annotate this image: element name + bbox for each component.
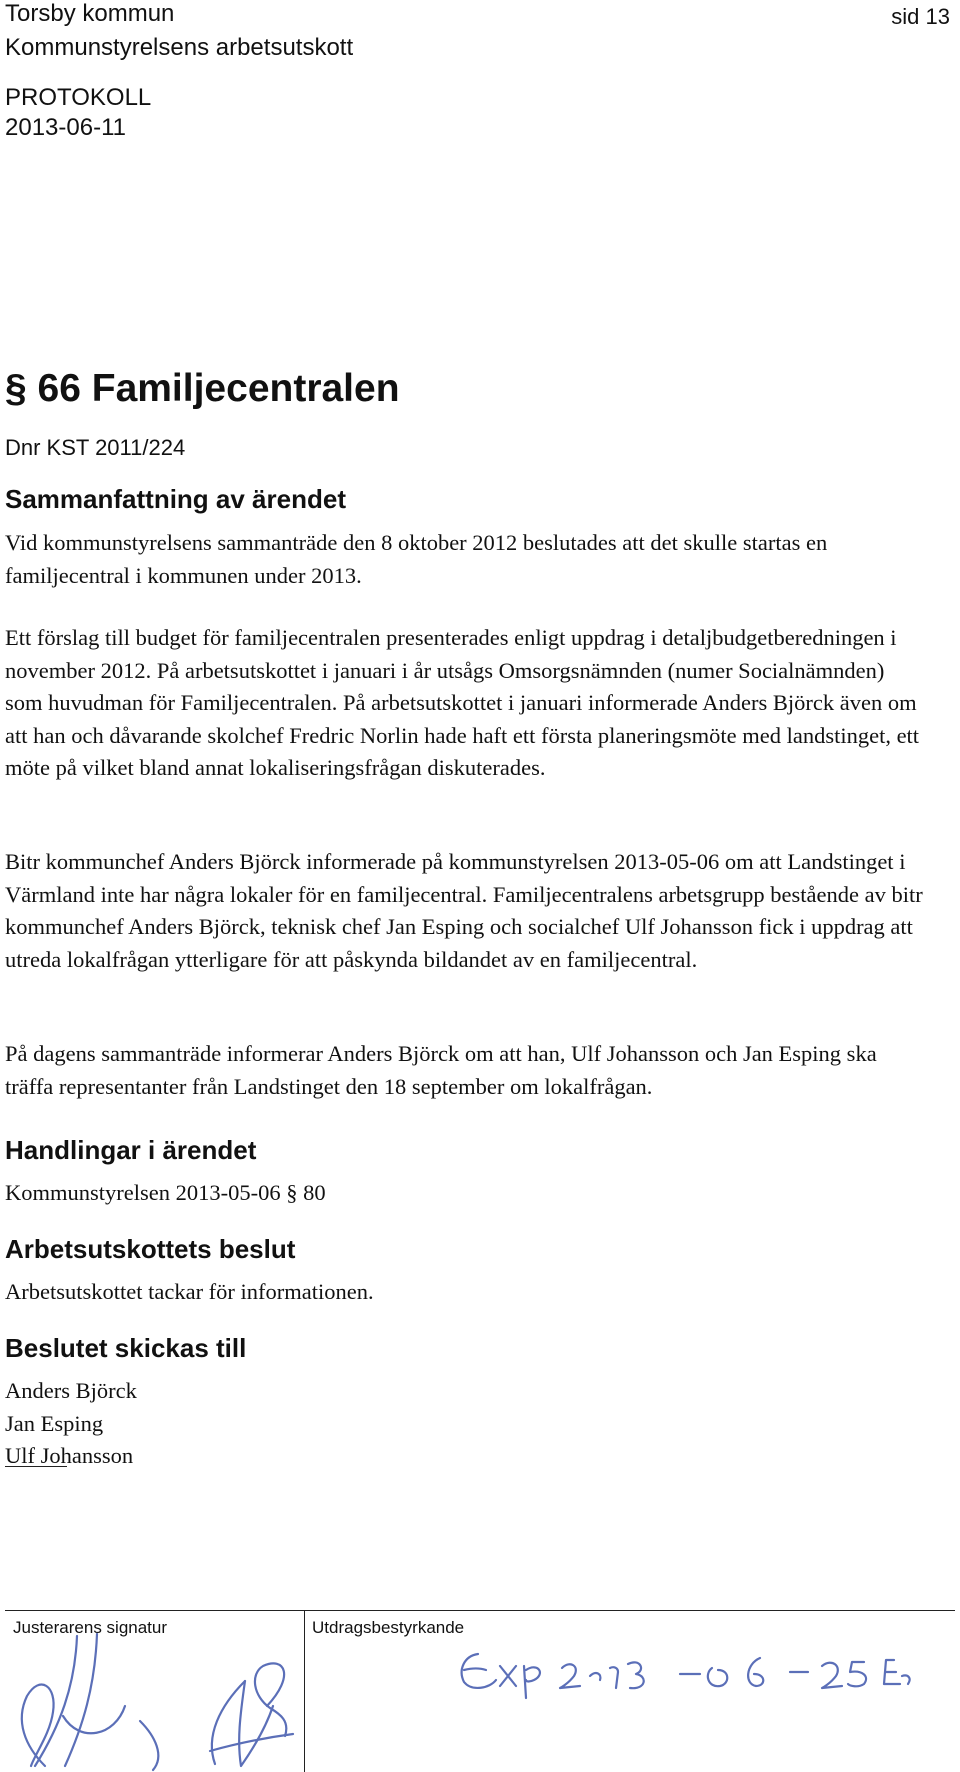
document-type: PROTOKOLL xyxy=(5,84,152,111)
recipients-heading: Beslutet skickas till xyxy=(5,1333,247,1363)
documents-heading: Handlingar i ärendet xyxy=(5,1135,257,1165)
summary-paragraph-1 xyxy=(5,527,925,592)
end-rule xyxy=(5,1466,67,1467)
handwritten-expedition-note xyxy=(450,1640,930,1700)
footer-divider xyxy=(304,1610,305,1772)
meeting-date: 2013-06-11 xyxy=(5,114,126,141)
handwritten-signature xyxy=(5,1626,303,1772)
summary-heading: Sammanfattning av ärendet xyxy=(5,484,346,514)
recipient: Ulf Johansson xyxy=(5,1443,134,1468)
paragraph-text: På dagens sammanträde informerar Anders Björck om att han, Ulf Johansson och Jan Esping ska träffa representanter från Landstinget den 18 september om lokalfrågan. xyxy=(5,1041,877,1099)
municipality-name: Torsby kommun xyxy=(5,0,175,27)
recipient: Anders Björck xyxy=(5,1378,137,1403)
decision-text: Arbetsutskottet tackar för informationen. xyxy=(5,1279,374,1304)
page-number: sid 13 xyxy=(891,4,950,29)
summary-paragraph-3 xyxy=(5,846,925,976)
paragraph-text: Vid kommunstyrelsens sammanträde den 8 oktober 2012 beslutades att det skulle startas en familjecentral i kommunen under 2013. xyxy=(5,530,828,588)
paragraph-text: Ett förslag till budget för familjecentralen presenterades enligt uppdrag i detaljbudgetberedningen i november 2012. På arbetsutskottet i januari i år utsågs Omsorgsnämnden (numer Socialnämnden) som huvudman för Familjecentralen. På arbetsutskottet i januari informerade Anders Björck även om att han och dåvarande skolchef Fredric Norlin hade haft ett första planeringsmöte med landstinget, ett möte på vilket bland annat lokaliseringsfrågan diskuterades. xyxy=(5,625,920,780)
paragraph-text: Bitr kommunchef Anders Björck informerade på kommunstyrelsen 2013-05-06 om att Landstinget i Värmland inte har några lokaler för en familjecentral. Familjecentralens arbetsgrupp bestående av bitr kommunchef Anders Björck, teknisk chef Jan Esping och socialchef Ulf Johansson fick i uppdrag att utreda lokalfrågan ytterligare för att påskynda bildandet av en familjecentral. xyxy=(5,849,923,972)
recipient: Jan Esping xyxy=(5,1410,104,1436)
recipient-list xyxy=(5,1375,925,1473)
case-number: Dnr KST 2011/224 xyxy=(5,435,186,460)
decision-heading: Arbetsutskottets beslut xyxy=(5,1234,296,1264)
committee-name: Kommunstyrelsens arbetsutskott xyxy=(5,34,354,61)
signature-label: Justerarens signatur xyxy=(13,1618,168,1637)
summary-paragraph-4 xyxy=(5,1038,925,1103)
section-title: § 66 Familjecentralen xyxy=(5,367,400,410)
documents-item: Kommunstyrelsen 2013-05-06 § 80 xyxy=(5,1180,326,1205)
summary-paragraph-2 xyxy=(5,622,925,785)
certification-label: Utdragsbestyrkande xyxy=(312,1618,465,1637)
